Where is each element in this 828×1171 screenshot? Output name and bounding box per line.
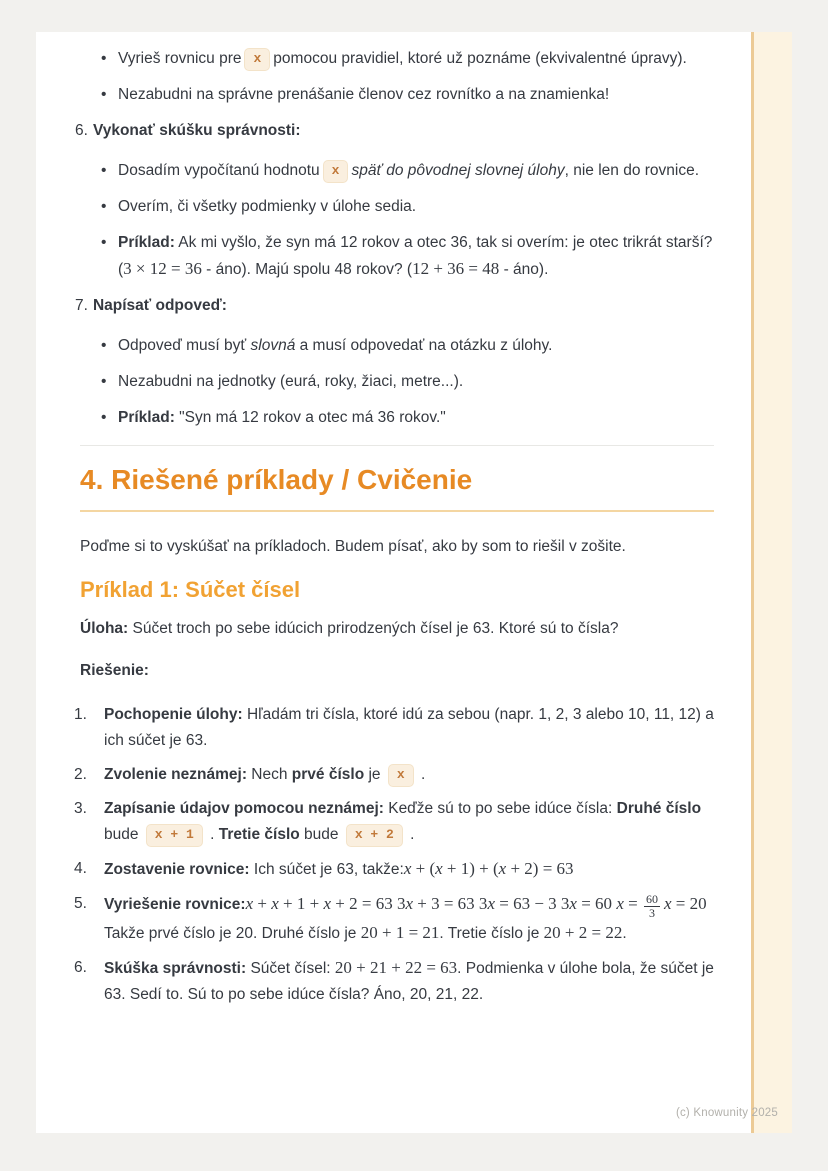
step-text: . — [405, 826, 415, 843]
bold-text: prvé číslo — [291, 766, 365, 783]
bullet-text: Dosadím vypočítanú hodnotu — [118, 162, 320, 179]
list-item — [80, 82, 714, 108]
list-number: 6. — [74, 959, 87, 976]
list-item — [74, 762, 714, 788]
example-label: Príklad: — [118, 409, 175, 426]
document-page — [36, 32, 792, 1133]
math-expression: x + (x + 1) + (x + 2) = 63 — [403, 859, 574, 878]
step-text: . — [205, 826, 219, 843]
list-item — [74, 702, 714, 754]
bullet-text: Nezabudni na jednotky (eurá, roky, žiaci, metre...). — [118, 373, 464, 390]
list-number: 3. — [74, 800, 87, 817]
variable-chip: x — [388, 764, 414, 787]
math-expression: 20 + 21 + 22 = 63 — [334, 958, 458, 977]
example-label: Príklad: — [118, 234, 175, 251]
step-label: Skúška správnosti: — [104, 960, 247, 977]
document-content — [74, 32, 714, 1016]
list-item — [74, 856, 714, 883]
list-item — [80, 46, 714, 72]
section-heading: 4. Riešené príklady / Cvičenie — [80, 462, 714, 512]
bullet-list — [80, 46, 714, 108]
step-text: Hľadám tri čísla, ktoré idú za sebou (napr. 1, 2, 3 alebo 10, 11, 12) a ich súčet je 63. — [104, 706, 714, 749]
task-label: Úloha: — [80, 620, 129, 637]
bullet-text: a musí odpovedať na otázku z úlohy. — [295, 337, 553, 354]
bullet-text: Odpoveď musí byť — [118, 337, 251, 354]
solution-steps-list — [74, 702, 714, 1008]
list-item — [80, 369, 714, 395]
step-title: Napísať odpoveď: — [92, 297, 227, 314]
step-text: bude — [299, 826, 343, 843]
list-number: 4. — [74, 860, 87, 877]
bold-text: Druhé číslo — [616, 800, 702, 817]
emphasized-text: späť do pôvodnej slovnej úlohy — [351, 162, 565, 179]
list-item — [80, 194, 714, 220]
copyright-watermark: (c) Knowunity 2025 — [675, 1107, 778, 1119]
step-text: bude — [104, 826, 143, 843]
math-expression: 20 + 2 = 22 — [543, 923, 623, 942]
variable-chip: x — [244, 48, 270, 71]
step-text: Nech — [246, 766, 292, 783]
math-expression: 20 + 1 = 21 — [360, 923, 440, 942]
step-text: . Tretie číslo je — [439, 925, 544, 942]
step-number: 6. — [75, 122, 88, 139]
bullet-text: "Syn má 12 rokov a otec má 36 rokov." — [174, 409, 446, 426]
step-label: Zvolenie neznámej: — [104, 766, 247, 783]
list-item — [80, 405, 714, 431]
math-expression: 12 + 36 = 48 — [412, 259, 500, 278]
step-text: . — [622, 925, 627, 942]
step-label: Zostavenie rovnice: — [104, 861, 250, 878]
task-text: Súčet troch po sebe idúcich prirodzených čísel je 63. Ktoré sú to čísla? — [128, 620, 619, 637]
fraction — [644, 893, 660, 920]
fraction-denominator: 3 — [648, 906, 655, 920]
list-number: 2. — [74, 766, 87, 783]
step-label: Vyriešenie rovnice: — [104, 896, 246, 913]
step-text: je — [364, 766, 385, 783]
list-number: 5. — [74, 895, 87, 912]
bullet-text: Ak mi vyšlo, že syn má 12 rokov a otec 36, tak si overím: je otec trikrát starší? ( — [118, 234, 713, 278]
list-item — [74, 955, 714, 1008]
step-text: . — [416, 766, 426, 783]
list-number: 1. — [74, 706, 87, 723]
bullet-list — [80, 333, 714, 431]
list-item — [80, 158, 714, 184]
step-text: Keďže sú to po sebe idúce čísla: — [383, 800, 617, 817]
variable-chip: x + 2 — [346, 824, 403, 847]
accent-strip — [751, 32, 792, 1133]
step-text: Súčet čísel: — [246, 960, 335, 977]
bullet-text: - áno). Majú spolu 48 rokov? ( — [201, 261, 413, 278]
step-label: Zapísanie údajov pomocou neznámej: — [104, 800, 384, 817]
bullet-text: Nezabudni na správne prenášanie členov cez rovnítko a na znamienka! — [118, 86, 610, 103]
example-heading: Príklad 1: Súčet čísel — [80, 577, 301, 602]
bullet-text: - áno). — [499, 261, 549, 278]
solution-label: Riešenie: — [80, 662, 149, 679]
fraction-numerator: 60 — [645, 892, 658, 906]
step-text: . Podmienka v úlohe bola, že súčet je 63. Sedí to. Sú to po sebe idúce čísla? Áno, 20, 21, 22. — [104, 960, 714, 1003]
step-label: Pochopenie úlohy: — [104, 706, 243, 723]
math-expression: x + x + 1 + x + 2 = 63 3x + 3 = 63 3x = 63 − 3 3x = 60 x = — [245, 894, 642, 913]
solution-label-paragraph — [80, 658, 714, 684]
bullet-text: Vyrieš rovnicu pre — [118, 50, 242, 67]
step-7-header — [75, 293, 714, 319]
list-item — [80, 230, 714, 283]
section-divider — [80, 445, 714, 446]
step-title: Vykonať skúšku správnosti: — [92, 122, 301, 139]
list-item — [74, 891, 714, 947]
step-6-header — [75, 118, 714, 144]
step-text: Takže prvé číslo je 20. Druhé číslo je — [104, 925, 361, 942]
list-item — [74, 796, 714, 848]
step-text: Ich súčet je 63, takže: — [249, 861, 404, 878]
emphasized-text: slovná — [250, 337, 296, 354]
task-paragraph — [80, 616, 714, 642]
math-expression: 3 × 12 = 36 — [123, 259, 202, 278]
bold-text: Tretie číslo — [218, 826, 300, 843]
list-item — [80, 333, 714, 359]
math-expression: x = 20 — [663, 894, 707, 913]
bullet-text: , nie len do rovnice. — [564, 162, 700, 179]
bullet-text: pomocou pravidiel, ktoré už poznáme (ekvivalentné úpravy). — [273, 50, 687, 67]
step-number: 7. — [75, 297, 88, 314]
bullet-text: Overím, či všetky podmienky v úlohe sedia. — [118, 198, 417, 215]
bullet-list — [80, 158, 714, 283]
intro-paragraph: Poďme si to vyskúšať na príkladoch. Budem písať, ako by som to riešil v zošite. — [80, 538, 626, 555]
variable-chip: x — [323, 160, 349, 183]
variable-chip: x + 1 — [146, 824, 203, 847]
